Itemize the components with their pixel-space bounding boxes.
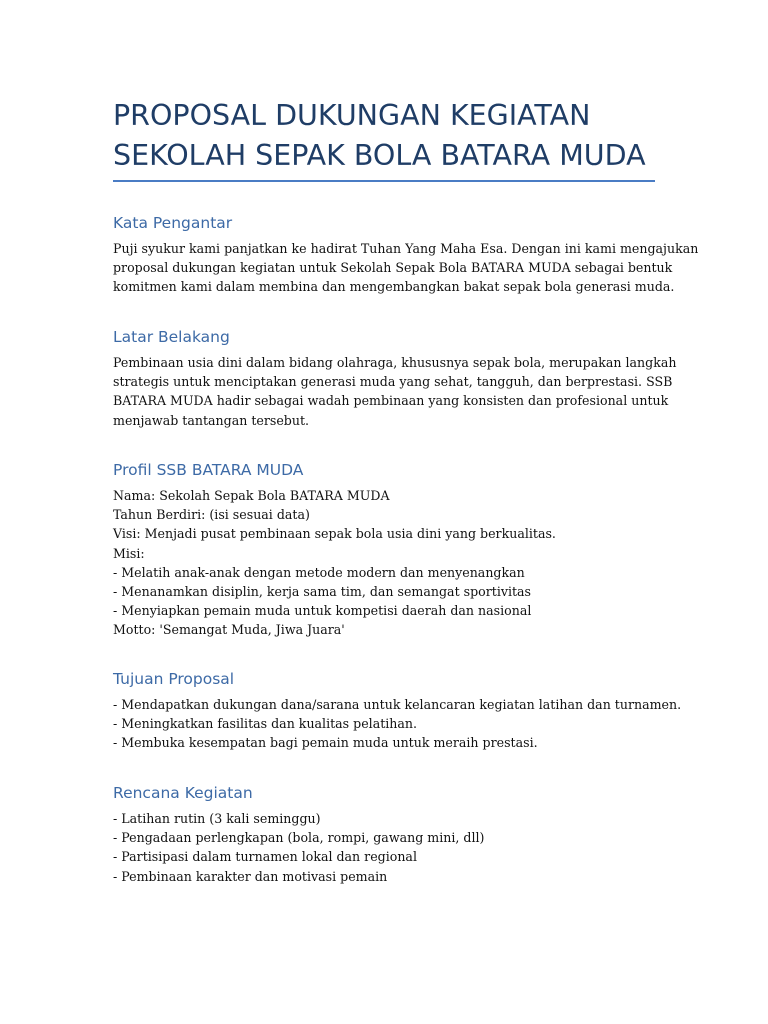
paragraph-line: menjawab tantangan tersebut. bbox=[113, 412, 310, 428]
paragraph-line: proposal dukungan kegiatan untuk Sekolah Sepak Bola BATARA MUDA sebagai bentuk bbox=[113, 260, 673, 276]
profile-founded-year: Tahun Berdiri: (isi sesuai data) bbox=[113, 507, 310, 523]
paragraph-line: BATARA MUDA hadir sebagai wadah pembinaan yang konsisten dan profesional untuk bbox=[113, 393, 669, 409]
document-title bbox=[113, 96, 658, 176]
section-heading-kata-pengantar: Kata Pengantar bbox=[113, 214, 233, 232]
profile-name: Nama: Sekolah Sepak Bola BATARA MUDA bbox=[113, 488, 390, 503]
section-kata-pengantar bbox=[113, 213, 699, 297]
section-latar-belakang bbox=[113, 327, 677, 430]
list-item: - Mendapatkan dukungan dana/sarana untuk kelancaran kegiatan latihan dan turnamen. bbox=[113, 697, 682, 712]
mission-list-item: - Melatih anak-anak dengan metode modern dan menyenangkan bbox=[113, 564, 525, 580]
document-title-line-2: SEKOLAH SEPAK BOLA BATARA MUDA bbox=[113, 139, 646, 172]
paragraph-line: Pembinaan usia dini dalam bidang olahraga, khususnya sepak bola, merupakan langkah bbox=[113, 355, 677, 370]
section-tujuan bbox=[113, 669, 682, 753]
section-profil bbox=[113, 460, 658, 640]
list-item: - Pengadaan perlengkapan (bola, rompi, gawang mini, dll) bbox=[113, 830, 485, 846]
list-item: - Pembinaan karakter dan motivasi pemain bbox=[113, 868, 388, 884]
profile-vision: Visi: Menjadi pusat pembinaan sepak bola usia dini yang berkualitas. bbox=[113, 526, 556, 542]
section-rencana bbox=[113, 783, 658, 886]
mission-list-item: - Menanamkan disiplin, kerja sama tim, dan semangat sportivitas bbox=[113, 584, 532, 600]
mission-list-item: - Menyiapkan pemain muda untuk kompetisi daerah dan nasional bbox=[113, 603, 532, 619]
section-heading-latar-belakang: Latar Belakang bbox=[113, 328, 230, 346]
list-item: - Meningkatkan fasilitas dan kualitas pelatihan. bbox=[113, 716, 418, 732]
profile-motto: Motto: 'Semangat Muda, Jiwa Juara' bbox=[113, 622, 345, 638]
paragraph-line: Puji syukur kami panjatkan ke hadirat Tuhan Yang Maha Esa. Dengan ini kami mengajukan bbox=[113, 241, 699, 256]
list-item: - Membuka kesempatan bagi pemain muda untuk meraih prestasi. bbox=[113, 735, 538, 751]
profile-mission-label: Misi: bbox=[113, 545, 145, 561]
paragraph-line: komitmen kami dalam membina dan mengembangkan bakat sepak bola generasi muda. bbox=[113, 279, 675, 295]
title-divider bbox=[113, 180, 655, 182]
section-heading-rencana: Rencana Kegiatan bbox=[113, 784, 253, 802]
document-title-line-1: PROPOSAL DUKUNGAN KEGIATAN bbox=[113, 99, 591, 132]
paragraph-line: strategis untuk menciptakan generasi muda yang sehat, tangguh, dan berprestasi. SSB bbox=[113, 374, 673, 390]
section-heading-tujuan: Tujuan Proposal bbox=[113, 670, 235, 688]
list-item: - Partisipasi dalam turnamen lokal dan regional bbox=[113, 849, 417, 865]
list-item: - Latihan rutin (3 kali seminggu) bbox=[113, 811, 321, 826]
section-heading-profil: Profil SSB BATARA MUDA bbox=[113, 461, 304, 479]
